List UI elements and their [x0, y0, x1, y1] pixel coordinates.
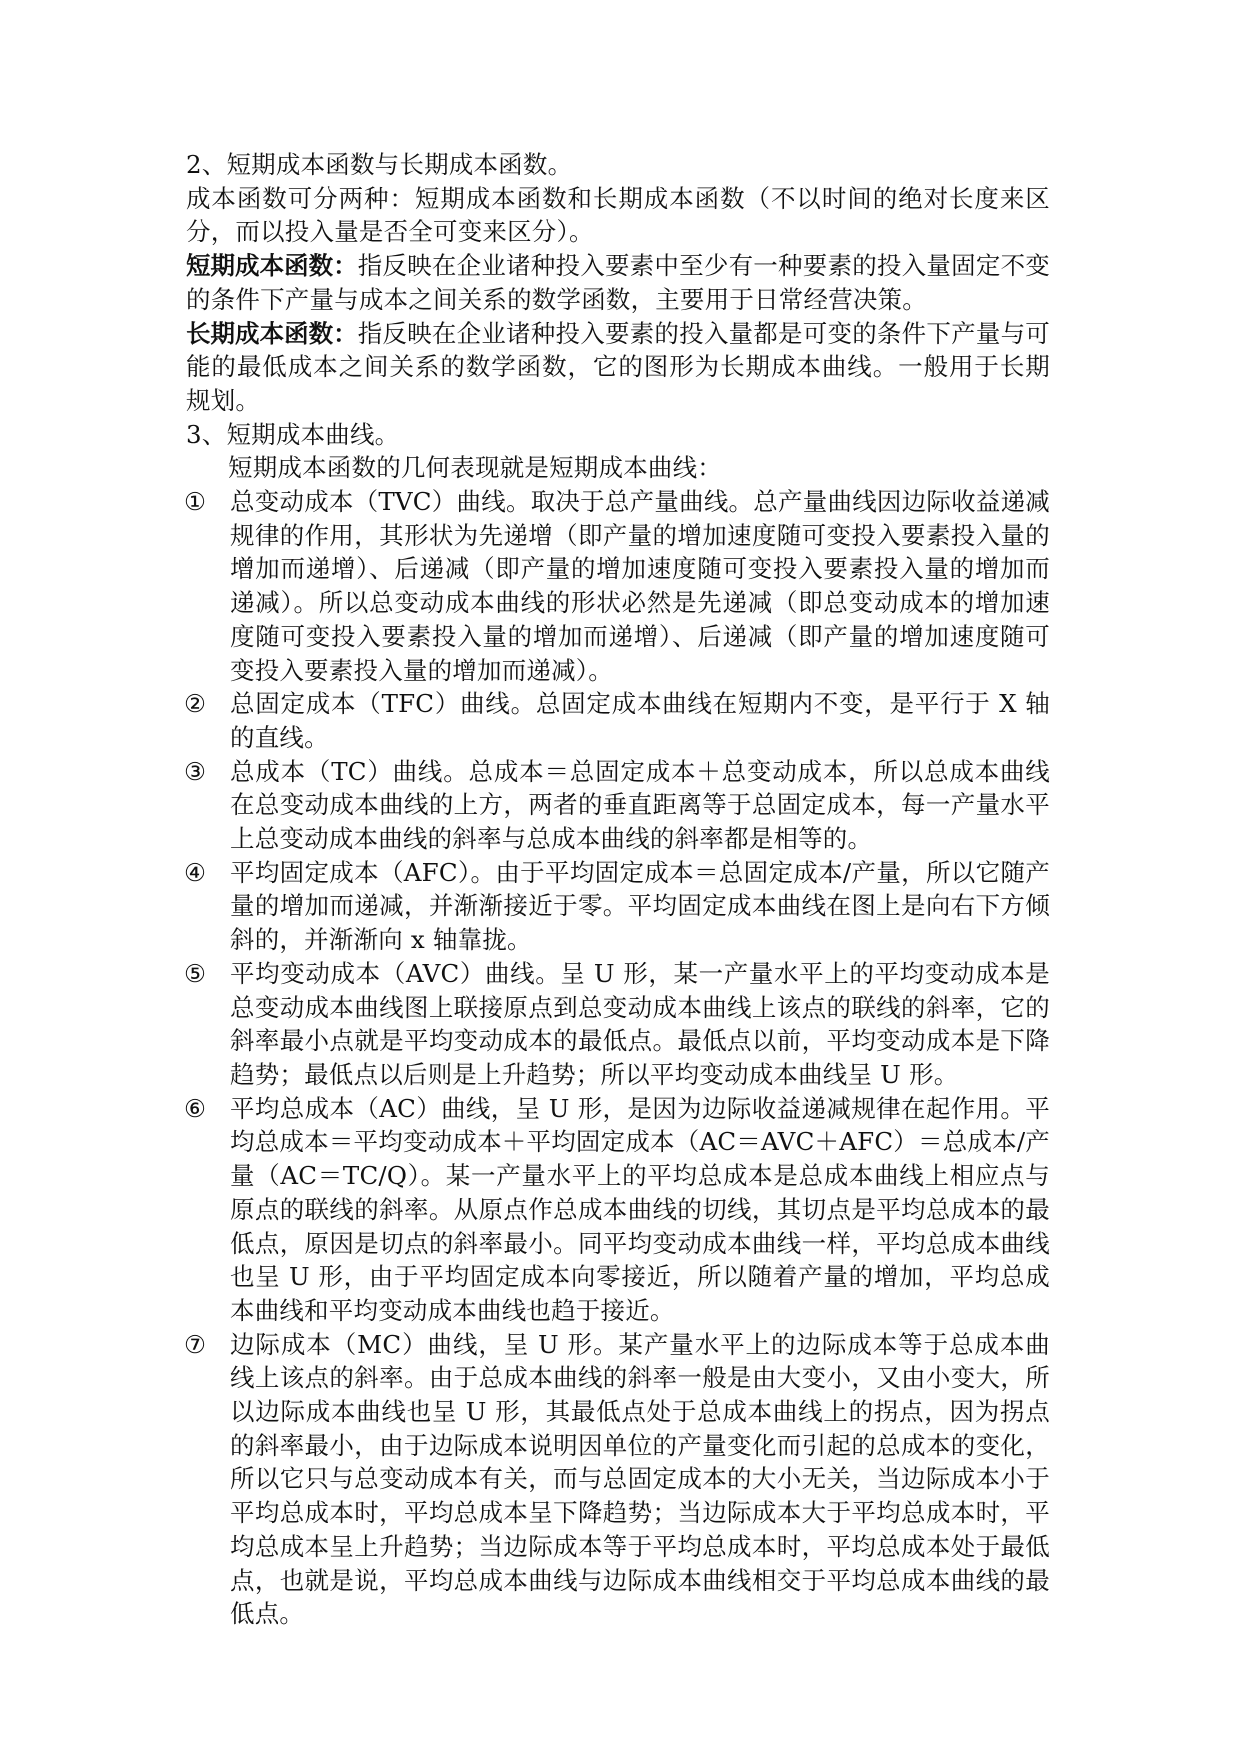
list-item-text: 总成本（TC）曲线。总成本＝总固定成本＋总变动成本，所以总成本曲线在总变动成本曲线的上方，两者的垂直距离等于总固定成本，每一产量水平上总变动成本曲线的斜率与总成本曲线的斜率都是相等的。 [230, 756, 1050, 854]
list-item-ac [186, 1092, 1050, 1328]
list-marker: ① [184, 487, 207, 517]
list-marker: ⑤ [184, 958, 207, 988]
long-term-term: 长期成本函数： [186, 318, 358, 348]
short-term-term: 短期成本函数： [186, 251, 358, 281]
list-item-text: 边际成本（MC）曲线，呈 U 形。某产量水平上的边际成本等于总成本曲线上该点的斜率。由于总成本曲线的斜率一般是由大变小，又由小变大，所以边际成本曲线也呈 U 形，其最低点处于总成本曲线上的拐点，因为拐点的斜率最小，由于边际成本说明因单位的产量变化而引起的总成本的变化，所以它只与总变动成本有关，而与总固定成本的大小无关，当边际成本小于平均总成本时，平均总成本呈下降趋势；当边际成本大于平均总成本时，平均总成本呈上升趋势；当边际成本等于平均总成本时，平均总成本处于最低点，也就是说，平均总成本曲线与边际成本曲线相交于平均总成本曲线的最低点。 [230, 1329, 1050, 1629]
list-item-text: 平均变动成本（AVC）曲线。呈 U 形，某一产量水平上的平均变动成本是总变动成本曲线图上联接原点到总变动成本曲线上该点的联线的斜率，它的斜率最小点就是平均变动成本的最低点。最低点以前，平均变动成本是下降趋势；最低点以后则是上升趋势；所以平均变动成本曲线呈 U 形。 [230, 958, 1050, 1089]
document-body [186, 148, 1050, 1631]
list-item-text: 总变动成本（TVC）曲线。取决于总产量曲线。总产量曲线因边际收益递减规律的作用，其形状为先递增（即产量的增加速度随可变投入要素投入量的增加而递增）、后递减（即产量的增加速度随可变投入要素投入量的增加而递减）。所以总变动成本曲线的形状必然是先递减（即总变动成本的增加速度随可变投入要素投入量的增加而递增）、后递减（即产量的增加速度随可变投入要素投入量的增加而递减）。 [230, 487, 1050, 685]
list-item-mc [186, 1328, 1050, 1631]
list-marker: ④ [184, 857, 207, 887]
list-item-tc [186, 755, 1050, 856]
list-item-tfc [186, 687, 1050, 754]
list-marker: ⑦ [184, 1329, 207, 1359]
list-item-text: 平均固定成本（AFC）。由于平均固定成本＝总固定成本/产量，所以它随产量的增加而递减，并渐渐接近于零。平均固定成本曲线在图上是向右下方倾斜的，并渐渐向 x 轴靠拢。 [230, 857, 1050, 955]
short-term-definition [186, 249, 1050, 316]
curve-list [186, 485, 1050, 1631]
list-item-tvc [186, 485, 1050, 687]
list-item-text: 平均总成本（AC）曲线，呈 U 形，是因为边际收益递减规律在起作用。平均总成本＝平均变动成本＋平均固定成本（AC＝AVC＋AFC）＝总成本/产量（AC＝TC/Q）。某一产量水平上的平均总成本是总成本曲线上相应点与原点的联线的斜率。从原点作总成本曲线的切线，其切点是平均总成本的最低点，原因是切点的斜率最小。同平均变动成本曲线一样，平均总成本曲线也呈 U 形，由于平均固定成本向零接近，所以随着产量的增加，平均总成本曲线和平均变动成本曲线也趋于接近。 [230, 1093, 1050, 1325]
list-marker: ② [184, 689, 207, 719]
short-term-text: 指反映在企业诸种投入要素中至少有一种要素的投入量固定不变的条件下产量与成本之间关系的数学函数，主要用于日常经营决策。 [186, 251, 1050, 314]
list-marker: ③ [184, 756, 207, 786]
section2-heading: 2、短期成本函数与长期成本函数。 [186, 150, 573, 179]
cost-function-intro: 成本函数可分两种：短期成本函数和长期成本函数（不以时间的绝对长度来区分，而以投入量是否全可变来区分）。 [186, 183, 1050, 247]
section3-heading: 3、短期成本曲线。 [186, 419, 400, 449]
list-item-avc [186, 957, 1050, 1092]
section3-intro: 短期成本函数的几何表现就是短期成本曲线： [228, 453, 722, 483]
long-term-definition [186, 317, 1050, 418]
list-item-afc [186, 856, 1050, 957]
list-marker: ⑥ [184, 1093, 207, 1123]
list-item-text: 总固定成本（TFC）曲线。总固定成本曲线在短期内不变，是平行于 X 轴的直线。 [230, 689, 1050, 752]
long-term-text: 指反映在企业诸种投入要素的投入量都是可变的条件下产量与可能的最低成本之间关系的数学函数，它的图形为长期成本曲线。一般用于长期规划。 [186, 318, 1050, 415]
